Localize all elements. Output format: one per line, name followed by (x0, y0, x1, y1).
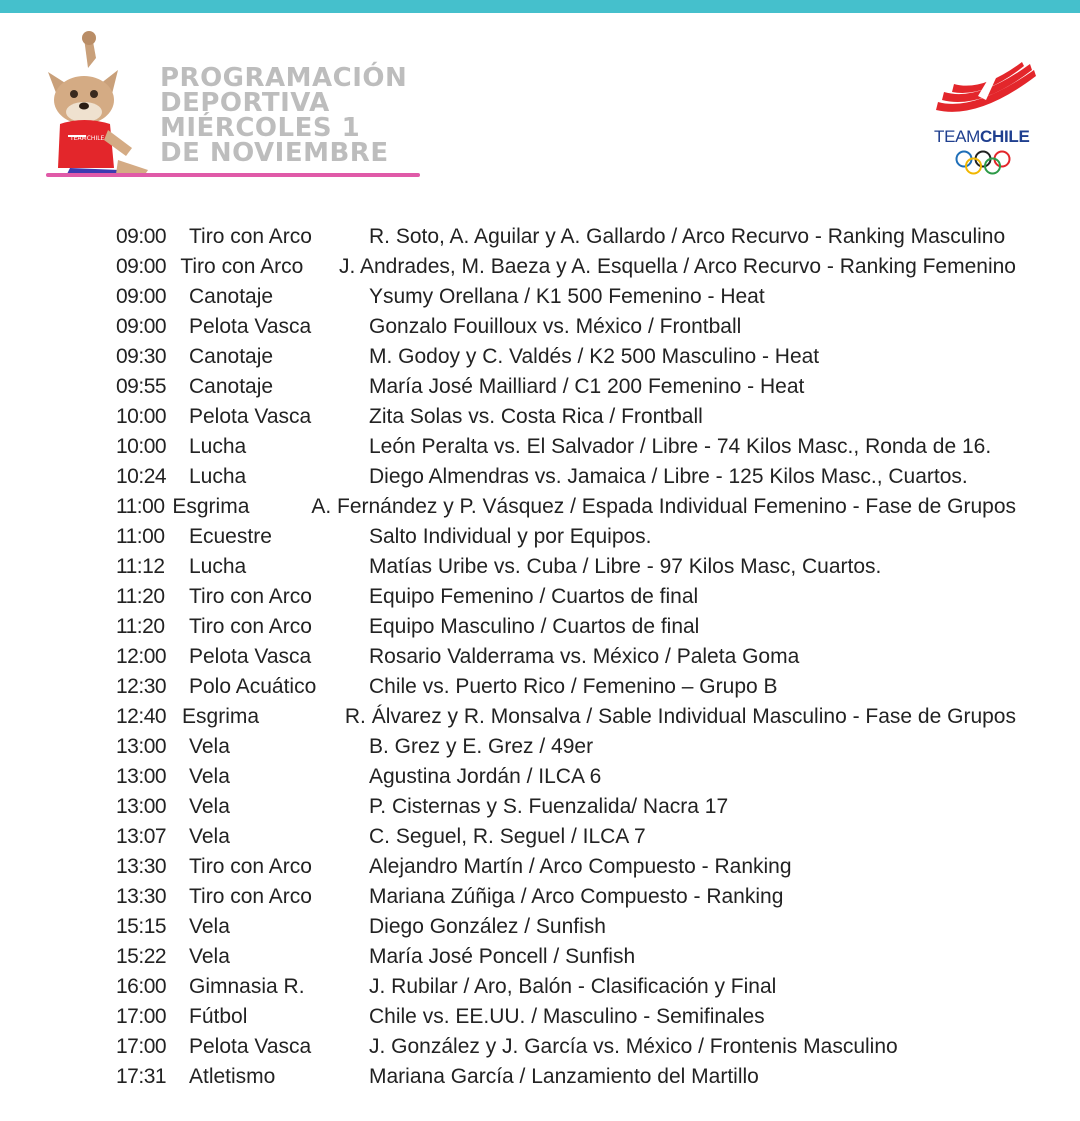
event-sport: Pelota Vasca (189, 405, 312, 428)
event-detail: Diego González / Sunfish (369, 915, 606, 938)
event-sport: Lucha (189, 465, 247, 488)
event-time: 11:12 (116, 555, 165, 578)
team-chile-flag-icon (934, 62, 1038, 122)
event-time: 11:20 (116, 585, 165, 608)
event-time: 10:24 (116, 465, 167, 488)
event-time: 11:00 (116, 525, 165, 548)
event-detail: León Peralta vs. El Salvador / Libre - 74 Kilos Masc., Ronda de 16. (369, 435, 992, 458)
schedule-row (116, 972, 1016, 1002)
schedule-row (116, 402, 1016, 432)
event-sport: Canotaje (189, 285, 274, 308)
schedule-row (116, 642, 1016, 672)
event-sport: Fútbol (189, 1005, 248, 1028)
event-detail: J. Rubilar / Aro, Balón - Clasificación y Final (369, 975, 777, 998)
event-detail: Rosario Valderrama vs. México / Paleta Goma (369, 645, 800, 668)
schedule-row (116, 492, 1016, 522)
event-sport: Esgrima (172, 495, 250, 518)
event-detail: P. Cisternas y S. Fuenzalida/ Nacra 17 (369, 795, 729, 818)
schedule-row (116, 882, 1016, 912)
event-sport: Canotaje (189, 345, 274, 368)
team-chile-logo (930, 62, 1040, 182)
event-detail: Equipo Masculino / Cuartos de final (369, 615, 700, 638)
event-sport: Tiro con Arco (189, 615, 312, 638)
event-sport: Vela (189, 795, 230, 818)
event-time: 09:55 (116, 375, 167, 398)
event-sport: Atletismo (189, 1065, 276, 1088)
event-detail: B. Grez y E. Grez / 49er (369, 735, 594, 758)
title-line: PROGRAMACIÓN (160, 63, 408, 93)
event-detail: M. Godoy y C. Valdés / K2 500 Masculino - Heat (369, 345, 820, 368)
event-detail: María José Poncell / Sunfish (369, 945, 636, 968)
event-time: 09:00 (116, 315, 167, 338)
schedule-row (116, 732, 1016, 762)
event-sport: Gimnasia R. (189, 975, 305, 998)
event-time: 15:15 (116, 915, 167, 938)
schedule-row (116, 252, 1016, 282)
event-time: 13:30 (116, 885, 167, 908)
event-detail: Alejandro Martín / Arco Compuesto - Ranking (369, 855, 792, 878)
olympic-rings-icon (954, 150, 1014, 176)
event-sport: Tiro con Arco (189, 585, 312, 608)
event-time: 11:20 (116, 615, 165, 638)
schedule-row (116, 1002, 1016, 1032)
event-time: 09:00 (116, 225, 167, 248)
event-detail: A. Fernández y P. Vásquez / Espada Individual Femenino - Fase de Grupos (311, 495, 1016, 518)
event-time: 12:30 (116, 675, 167, 698)
schedule-row (116, 342, 1016, 372)
schedule-row (116, 792, 1016, 822)
event-sport: Lucha (189, 555, 247, 578)
schedule-row (116, 582, 1016, 612)
schedule-row (116, 702, 1016, 732)
schedule-row (116, 912, 1016, 942)
event-sport: Esgrima (182, 705, 260, 728)
event-detail: Chile vs. EE.UU. / Masculino - Semifinales (369, 1005, 765, 1028)
event-time: 17:00 (116, 1035, 167, 1058)
event-time: 10:00 (116, 405, 167, 428)
event-time: 09:00 (116, 255, 167, 278)
event-time: 13:00 (116, 735, 167, 758)
schedule-row (116, 852, 1016, 882)
event-sport: Tiro con Arco (180, 255, 304, 278)
schedule-row (116, 672, 1016, 702)
mascot-shirt-text: TEAMCHILE (70, 135, 105, 142)
event-sport: Canotaje (189, 375, 274, 398)
schedule-row (116, 282, 1016, 312)
event-detail: Equipo Femenino / Cuartos de final (369, 585, 699, 608)
title-line: MIÉRCOLES 1 (160, 113, 361, 143)
schedule-row (116, 522, 1016, 552)
title-line: DE NOVIEMBRE (160, 138, 389, 168)
logo-text (934, 127, 1030, 147)
schedule-row (116, 942, 1016, 972)
event-time: 09:00 (116, 285, 167, 308)
schedule-row (116, 432, 1016, 462)
event-time: 12:00 (116, 645, 167, 668)
schedule-row (116, 372, 1016, 402)
event-detail: Salto Individual y por Equipos. (369, 525, 652, 548)
event-time: 12:40 (116, 705, 167, 728)
schedule-list (116, 222, 1016, 1092)
event-detail: J. González y J. García vs. México / Frontenis Masculino (369, 1035, 898, 1058)
event-sport: Pelota Vasca (189, 645, 312, 668)
schedule-row (116, 822, 1016, 852)
event-detail: Matías Uribe vs. Cuba / Libre - 97 Kilos Masc, Cuartos. (369, 555, 882, 578)
event-time: 13:00 (116, 795, 167, 818)
event-time: 10:00 (116, 435, 167, 458)
schedule-row (116, 312, 1016, 342)
logo-text-team: TEAM (934, 127, 981, 146)
event-detail: R. Soto, A. Aguilar y A. Gallardo / Arco Recurvo - Ranking Masculino (369, 225, 1006, 248)
event-time: 11:00 (116, 495, 165, 518)
event-time: 15:22 (116, 945, 167, 968)
event-detail: C. Seguel, R. Seguel / ILCA 7 (369, 825, 646, 848)
event-detail: Mariana García / Lanzamiento del Martillo (369, 1065, 759, 1088)
event-time: 13:30 (116, 855, 167, 878)
mascot-illustration (40, 28, 158, 178)
schedule-row (116, 612, 1016, 642)
event-detail: Ysumy Orellana / K1 500 Femenino - Heat (369, 285, 765, 308)
event-detail: Chile vs. Puerto Rico / Femenino – Grupo B (369, 675, 778, 698)
schedule-row (116, 1032, 1016, 1062)
event-sport: Vela (189, 825, 230, 848)
event-sport: Vela (189, 945, 230, 968)
top-accent-bar (0, 0, 1080, 13)
event-detail: Gonzalo Fouilloux vs. México / Frontball (369, 315, 742, 338)
event-sport: Tiro con Arco (189, 225, 312, 248)
event-sport: Pelota Vasca (189, 1035, 312, 1058)
event-time: 17:00 (116, 1005, 167, 1028)
event-sport: Vela (189, 765, 230, 788)
event-time: 13:00 (116, 765, 167, 788)
logo-text-chile: CHILE (980, 127, 1030, 146)
event-detail: Zita Solas vs. Costa Rica / Frontball (369, 405, 703, 428)
schedule-row (116, 1062, 1016, 1092)
event-sport: Pelota Vasca (189, 315, 312, 338)
event-sport: Vela (189, 735, 230, 758)
title-line: DEPORTIVA (160, 88, 330, 118)
page-title (160, 63, 560, 168)
schedule-row (116, 462, 1016, 492)
event-sport: Polo Acuático (189, 675, 317, 698)
event-detail: María José Mailliard / C1 200 Femenino - Heat (369, 375, 805, 398)
event-sport: Tiro con Arco (189, 885, 312, 908)
event-detail: J. Andrades, M. Baeza y A. Esquella / Arco Recurvo - Ranking Femenino (338, 255, 1016, 278)
event-time: 16:00 (116, 975, 167, 998)
event-time: 17:31 (116, 1065, 167, 1088)
title-underline (46, 173, 420, 177)
event-time: 13:07 (116, 825, 167, 848)
event-detail: Agustina Jordán / ILCA 6 (369, 765, 602, 788)
event-sport: Vela (189, 915, 230, 938)
event-sport: Lucha (189, 435, 247, 458)
event-time: 09:30 (116, 345, 167, 368)
event-sport: Tiro con Arco (189, 855, 312, 878)
event-detail: Mariana Zúñiga / Arco Compuesto - Ranking (369, 885, 784, 908)
event-sport: Ecuestre (189, 525, 272, 548)
schedule-row (116, 222, 1016, 252)
event-detail: R. Álvarez y R. Monsalva / Sable Individual Masculino - Fase de Grupos (344, 705, 1016, 728)
schedule-row (116, 552, 1016, 582)
schedule-row (116, 762, 1016, 792)
event-detail: Diego Almendras vs. Jamaica / Libre - 125 Kilos Masc., Cuartos. (369, 465, 968, 488)
